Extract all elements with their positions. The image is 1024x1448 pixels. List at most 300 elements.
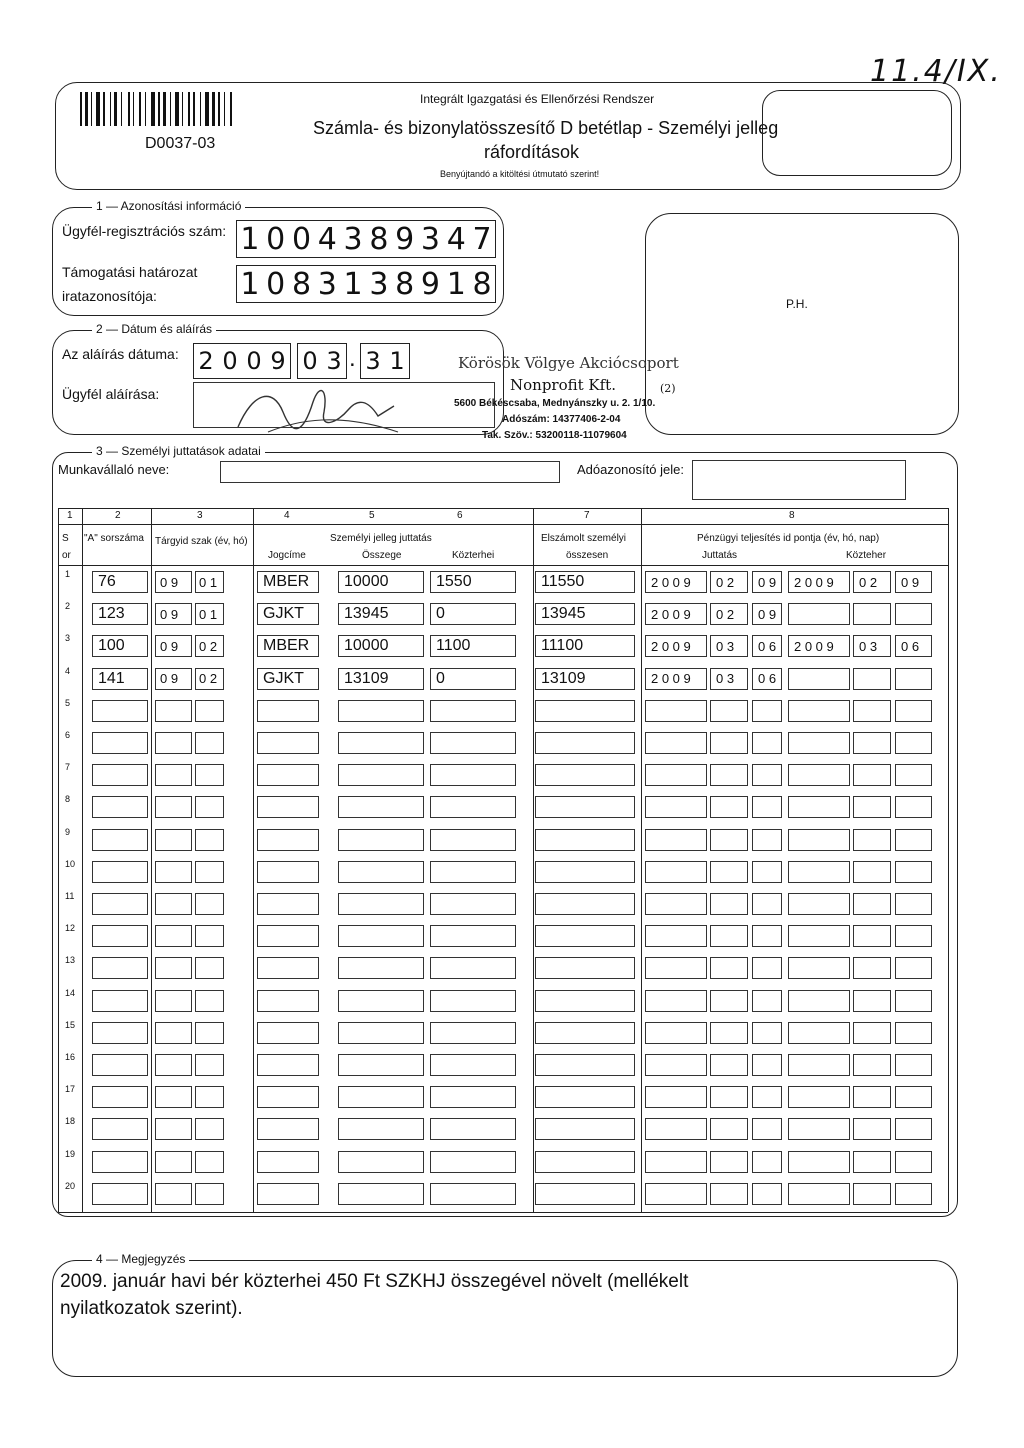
amount-input[interactable] bbox=[338, 1086, 424, 1108]
col-number: 3 bbox=[197, 510, 203, 521]
tax-date-month-input[interactable] bbox=[853, 1086, 891, 1108]
tax-input[interactable] bbox=[430, 990, 516, 1012]
tax-date-month-input[interactable] bbox=[853, 861, 891, 883]
tax-date-year-input[interactable] bbox=[788, 668, 850, 690]
period-year-input[interactable] bbox=[155, 1022, 192, 1044]
period-year-input[interactable] bbox=[155, 732, 192, 754]
pay-date-year-input[interactable] bbox=[645, 957, 707, 979]
period-year-input[interactable]: 0 9 bbox=[155, 668, 192, 690]
amount-input[interactable] bbox=[338, 861, 424, 883]
a-number-input[interactable] bbox=[92, 990, 148, 1012]
title-input[interactable]: MBER bbox=[257, 635, 319, 657]
pay-date-year-input[interactable] bbox=[645, 1183, 707, 1205]
total-input[interactable] bbox=[535, 1086, 635, 1108]
pay-date-day-input[interactable]: 0 9 bbox=[752, 603, 782, 625]
pay-date-year-input[interactable] bbox=[645, 796, 707, 818]
period-month-input[interactable]: 0 1 bbox=[195, 571, 224, 593]
title-input[interactable] bbox=[257, 1151, 319, 1173]
pay-date-month-input[interactable] bbox=[710, 893, 748, 915]
pay-date-month-input[interactable]: 0 3 bbox=[710, 668, 748, 690]
a-number-input[interactable] bbox=[92, 1183, 148, 1205]
total-input[interactable] bbox=[535, 1118, 635, 1140]
pay-date-month-input[interactable] bbox=[710, 764, 748, 786]
period-month-input[interactable] bbox=[195, 1151, 224, 1173]
tax-input[interactable] bbox=[430, 893, 516, 915]
total-input[interactable] bbox=[535, 1054, 635, 1076]
tax-date-day-input[interactable] bbox=[895, 1054, 932, 1076]
pay-date-month-input[interactable] bbox=[710, 700, 748, 722]
total-input[interactable] bbox=[535, 700, 635, 722]
a-number-input[interactable] bbox=[92, 1118, 148, 1140]
pay-date-year-input[interactable] bbox=[645, 829, 707, 851]
tax-input[interactable] bbox=[430, 1118, 516, 1140]
period-month-input[interactable] bbox=[195, 1022, 224, 1044]
stamp-line2b: (2) bbox=[660, 382, 676, 395]
worker-name-input[interactable] bbox=[220, 461, 560, 483]
pay-date-year-input[interactable] bbox=[645, 1118, 707, 1140]
period-month-input[interactable] bbox=[195, 1183, 224, 1205]
amount-input[interactable] bbox=[338, 1022, 424, 1044]
a-number-input[interactable] bbox=[92, 1054, 148, 1076]
pay-date-day-input[interactable] bbox=[752, 1022, 782, 1044]
a-number-input[interactable]: 123 bbox=[92, 603, 148, 625]
period-year-input[interactable] bbox=[155, 1151, 192, 1173]
title-input[interactable] bbox=[257, 957, 319, 979]
tax-date-day-input[interactable] bbox=[895, 1151, 932, 1173]
total-input[interactable] bbox=[535, 861, 635, 883]
pay-date-day-input[interactable] bbox=[752, 861, 782, 883]
title-input[interactable] bbox=[257, 764, 319, 786]
title-input[interactable] bbox=[257, 893, 319, 915]
dec-digit: 3 bbox=[317, 266, 337, 302]
pay-date-day-input[interactable] bbox=[752, 957, 782, 979]
a-number-input[interactable] bbox=[92, 893, 148, 915]
period-month-input[interactable] bbox=[195, 1054, 224, 1076]
col-total-header: Elszámolt személyi bbox=[541, 533, 627, 544]
worker-name-label: Munkavállaló neve: bbox=[58, 462, 170, 477]
tax-date-day-input[interactable] bbox=[895, 829, 932, 851]
title-input[interactable] bbox=[257, 1118, 319, 1140]
pay-date-month-input[interactable] bbox=[710, 829, 748, 851]
reg-digit: 7 bbox=[472, 221, 492, 257]
period-year-input[interactable] bbox=[155, 861, 192, 883]
pay-date-month-input[interactable] bbox=[710, 1118, 748, 1140]
title-input[interactable] bbox=[257, 732, 319, 754]
tax-date-day-input[interactable] bbox=[895, 990, 932, 1012]
pay-date-month-input[interactable]: 0 2 bbox=[710, 571, 748, 593]
amount-input[interactable] bbox=[338, 1118, 424, 1140]
tax-input[interactable] bbox=[430, 796, 516, 818]
pay-date-month-input[interactable] bbox=[710, 957, 748, 979]
row-number: 11 bbox=[65, 891, 75, 901]
title-input[interactable] bbox=[257, 1086, 319, 1108]
title-input[interactable]: MBER bbox=[257, 571, 319, 593]
a-number-input[interactable] bbox=[92, 796, 148, 818]
period-month-input[interactable] bbox=[195, 700, 224, 722]
pay-date-year-input[interactable] bbox=[645, 764, 707, 786]
reg-number-field[interactable] bbox=[236, 220, 496, 258]
a-number-input[interactable] bbox=[92, 700, 148, 722]
date-digit: 3 bbox=[326, 347, 342, 375]
title-input[interactable] bbox=[257, 861, 319, 883]
tax-date-year-input[interactable] bbox=[788, 957, 850, 979]
section2-heading: 2 — Dátum és aláírás bbox=[92, 322, 216, 336]
date-digit: 0 bbox=[302, 347, 318, 375]
pay-date-day-input[interactable] bbox=[752, 732, 782, 754]
tax-date-month-input[interactable] bbox=[853, 603, 891, 625]
tax-date-year-input[interactable] bbox=[788, 732, 850, 754]
instruction-text: Benyújtandó a kitöltési útmutató szerint! bbox=[440, 169, 600, 179]
title-input[interactable] bbox=[257, 990, 319, 1012]
pay-date-year-input[interactable]: 2 0 0 9 bbox=[645, 571, 707, 593]
tax-date-month-input[interactable] bbox=[853, 925, 891, 947]
tax-date-month-input[interactable] bbox=[853, 990, 891, 1012]
row-number: 13 bbox=[65, 955, 76, 966]
title-input[interactable] bbox=[257, 1054, 319, 1076]
period-month-input[interactable] bbox=[195, 829, 224, 851]
tax-date-month-input[interactable] bbox=[853, 1118, 891, 1140]
pay-date-month-input[interactable]: 0 3 bbox=[710, 635, 748, 657]
tax-date-day-input[interactable] bbox=[895, 603, 932, 625]
tax-date-day-input[interactable] bbox=[895, 796, 932, 818]
pay-date-year-input[interactable] bbox=[645, 1054, 707, 1076]
tax-date-year-input[interactable] bbox=[788, 893, 850, 915]
seal-label: P.H. bbox=[786, 297, 808, 311]
tax-input[interactable]: 0 bbox=[430, 668, 516, 690]
pay-date-year-input[interactable] bbox=[645, 1022, 707, 1044]
remark-line2: nyilatkozatok szerint). bbox=[60, 1298, 243, 1319]
dec-digit: 8 bbox=[395, 266, 415, 302]
amount-input[interactable]: 10000 bbox=[338, 635, 424, 657]
title-input[interactable] bbox=[257, 829, 319, 851]
total-input[interactable] bbox=[535, 893, 635, 915]
pay-date-month-input[interactable] bbox=[710, 732, 748, 754]
total-input[interactable] bbox=[535, 925, 635, 947]
tax-date-month-input[interactable] bbox=[853, 796, 891, 818]
a-number-input[interactable]: 100 bbox=[92, 635, 148, 657]
amount-input[interactable] bbox=[338, 829, 424, 851]
a-number-input[interactable]: 141 bbox=[92, 668, 148, 690]
tax-date-year-input[interactable] bbox=[788, 861, 850, 883]
amount-input[interactable]: 13109 bbox=[338, 668, 424, 690]
period-year-input[interactable] bbox=[155, 893, 192, 915]
title-input[interactable]: GJKT bbox=[257, 668, 319, 690]
col-number: 5 bbox=[369, 510, 375, 521]
title-input[interactable]: GJKT bbox=[257, 603, 319, 625]
period-year-input[interactable]: 0 9 bbox=[155, 603, 192, 625]
amount-input[interactable] bbox=[338, 1054, 424, 1076]
title-input[interactable] bbox=[257, 925, 319, 947]
period-month-input[interactable] bbox=[195, 1086, 224, 1108]
pay-date-day-input[interactable] bbox=[752, 990, 782, 1012]
total-input[interactable] bbox=[535, 764, 635, 786]
tax-date-day-input[interactable] bbox=[895, 1118, 932, 1140]
pay-date-day-input[interactable] bbox=[752, 796, 782, 818]
row-number: 2 bbox=[65, 601, 71, 612]
period-year-input[interactable] bbox=[155, 829, 192, 851]
stamp-line5: Tak. Szöv.: 53200118-11079604 bbox=[482, 430, 627, 441]
pay-date-year-input[interactable] bbox=[645, 1151, 707, 1173]
title-input[interactable] bbox=[257, 1183, 319, 1205]
tax-date-year-input[interactable] bbox=[788, 796, 850, 818]
tax-date-month-input[interactable] bbox=[853, 668, 891, 690]
tax-input[interactable] bbox=[430, 1054, 516, 1076]
tax-date-year-input[interactable]: 2 0 0 9 bbox=[788, 571, 850, 593]
total-input[interactable] bbox=[535, 732, 635, 754]
amount-input[interactable] bbox=[338, 1183, 424, 1205]
tax-input[interactable] bbox=[430, 1022, 516, 1044]
tax-input[interactable]: 1550 bbox=[430, 571, 516, 593]
period-month-input[interactable]: 0 1 bbox=[195, 603, 224, 625]
amount-input[interactable] bbox=[338, 732, 424, 754]
tax-date-year-input[interactable] bbox=[788, 1151, 850, 1173]
period-year-input[interactable] bbox=[155, 1183, 192, 1205]
period-year-input[interactable] bbox=[155, 925, 192, 947]
pay-date-day-input[interactable] bbox=[752, 764, 782, 786]
tax-date-day-input[interactable] bbox=[895, 1022, 932, 1044]
stamp-line3: 5600 Békéscsaba, Mednyánszky u. 2. 1/10. bbox=[454, 398, 656, 409]
period-year-input[interactable] bbox=[155, 700, 192, 722]
pay-date-month-input[interactable] bbox=[710, 796, 748, 818]
tax-input[interactable] bbox=[430, 829, 516, 851]
title-input[interactable] bbox=[257, 700, 319, 722]
row-number: 9 bbox=[65, 826, 71, 837]
col-number: 1 bbox=[67, 510, 73, 521]
date-digit: 2 bbox=[198, 347, 214, 375]
period-year-input[interactable] bbox=[155, 1086, 192, 1108]
total-input[interactable] bbox=[535, 990, 635, 1012]
tax-date-month-input[interactable] bbox=[853, 1054, 891, 1076]
pay-date-month-input[interactable] bbox=[710, 861, 748, 883]
signature-scribble bbox=[228, 372, 408, 444]
reg-digit: 9 bbox=[395, 221, 415, 257]
period-month-input[interactable] bbox=[195, 1118, 224, 1140]
amount-input[interactable] bbox=[338, 957, 424, 979]
tax-date-day-input[interactable]: 0 9 bbox=[895, 571, 932, 593]
tax-date-month-input[interactable] bbox=[853, 1183, 891, 1205]
tax-date-year-input[interactable] bbox=[788, 1118, 850, 1140]
amount-input[interactable] bbox=[338, 925, 424, 947]
col-number: 8 bbox=[789, 510, 795, 521]
amount-input[interactable] bbox=[338, 700, 424, 722]
tax-date-month-input[interactable] bbox=[853, 829, 891, 851]
period-year-input[interactable] bbox=[155, 990, 192, 1012]
tax-date-day-input[interactable] bbox=[895, 861, 932, 883]
a-number-input[interactable] bbox=[92, 957, 148, 979]
total-input[interactable]: 11100 bbox=[535, 635, 635, 657]
col-number: 6 bbox=[457, 510, 463, 521]
a-number-input[interactable] bbox=[92, 861, 148, 883]
pay-date-year-input[interactable] bbox=[645, 925, 707, 947]
period-month-input[interactable] bbox=[195, 732, 224, 754]
tax-date-month-input[interactable] bbox=[853, 700, 891, 722]
tax-date-day-input[interactable] bbox=[895, 732, 932, 754]
period-month-input[interactable] bbox=[195, 925, 224, 947]
total-input[interactable] bbox=[535, 1022, 635, 1044]
date-digit: 3 bbox=[365, 347, 381, 375]
period-year-input[interactable] bbox=[155, 764, 192, 786]
pay-date-day-input[interactable]: 0 9 bbox=[752, 571, 782, 593]
pay-date-month-input[interactable] bbox=[710, 925, 748, 947]
amount-input[interactable] bbox=[338, 796, 424, 818]
a-number-input[interactable] bbox=[92, 732, 148, 754]
tax-date-month-input[interactable] bbox=[853, 1151, 891, 1173]
total-input[interactable] bbox=[535, 796, 635, 818]
tax-date-day-input[interactable] bbox=[895, 1183, 932, 1205]
tax-date-day-input[interactable] bbox=[895, 764, 932, 786]
a-number-input[interactable] bbox=[92, 829, 148, 851]
period-month-input[interactable] bbox=[195, 990, 224, 1012]
tax-date-month-input[interactable]: 0 3 bbox=[853, 635, 891, 657]
tax-input[interactable] bbox=[430, 1086, 516, 1108]
col-number: 2 bbox=[115, 510, 121, 521]
tax-date-day-input[interactable] bbox=[895, 700, 932, 722]
period-month-input[interactable] bbox=[195, 861, 224, 883]
pay-date-day-input[interactable] bbox=[752, 1054, 782, 1076]
table-line bbox=[253, 508, 254, 1212]
amount-input[interactable]: 13945 bbox=[338, 603, 424, 625]
pay-date-year-input[interactable] bbox=[645, 893, 707, 915]
period-year-input[interactable] bbox=[155, 1054, 192, 1076]
tax-date-month-input[interactable] bbox=[853, 957, 891, 979]
tax-date-year-input[interactable] bbox=[788, 1054, 850, 1076]
tax-date-day-input[interactable] bbox=[895, 893, 932, 915]
total-input[interactable]: 13945 bbox=[535, 603, 635, 625]
a-number-input[interactable]: 76 bbox=[92, 571, 148, 593]
pay-date-year-input[interactable] bbox=[645, 1086, 707, 1108]
a-number-input[interactable] bbox=[92, 1022, 148, 1044]
pay-date-year-input[interactable]: 2 0 0 9 bbox=[645, 668, 707, 690]
tax-input[interactable] bbox=[430, 732, 516, 754]
tax-date-year-input[interactable]: 2 0 0 9 bbox=[788, 635, 850, 657]
tax-date-year-input[interactable] bbox=[788, 1022, 850, 1044]
tax-date-year-input[interactable] bbox=[788, 700, 850, 722]
pay-date-day-input[interactable] bbox=[752, 1183, 782, 1205]
pay-date-day-input[interactable] bbox=[752, 1086, 782, 1108]
decision-id-field[interactable] bbox=[236, 265, 496, 303]
pay-date-month-input[interactable] bbox=[710, 1022, 748, 1044]
pay-date-day-input[interactable] bbox=[752, 829, 782, 851]
pay-date-day-input[interactable]: 0 6 bbox=[752, 635, 782, 657]
period-month-input[interactable] bbox=[195, 764, 224, 786]
pay-date-year-input[interactable]: 2 0 0 9 bbox=[645, 635, 707, 657]
tax-date-day-input[interactable] bbox=[895, 925, 932, 947]
period-month-input[interactable] bbox=[195, 893, 224, 915]
pay-date-month-input[interactable]: 0 2 bbox=[710, 603, 748, 625]
pay-date-day-input[interactable] bbox=[752, 1118, 782, 1140]
date-digit: 0 bbox=[246, 347, 262, 375]
period-month-input[interactable]: 0 2 bbox=[195, 635, 224, 657]
tax-date-month-input[interactable] bbox=[853, 764, 891, 786]
pay-date-day-input[interactable] bbox=[752, 893, 782, 915]
a-number-input[interactable] bbox=[92, 1086, 148, 1108]
total-input[interactable] bbox=[535, 1151, 635, 1173]
a-number-input[interactable] bbox=[92, 1151, 148, 1173]
amount-input[interactable] bbox=[338, 764, 424, 786]
pay-date-day-input[interactable]: 0 6 bbox=[752, 668, 782, 690]
tax-date-year-input[interactable] bbox=[788, 1183, 850, 1205]
period-year-input[interactable] bbox=[155, 796, 192, 818]
amount-input[interactable]: 10000 bbox=[338, 571, 424, 593]
pay-date-year-input[interactable]: 2 0 0 9 bbox=[645, 603, 707, 625]
tax-date-day-input[interactable]: 0 6 bbox=[895, 635, 932, 657]
tax-input[interactable] bbox=[430, 925, 516, 947]
pay-date-month-input[interactable] bbox=[710, 1151, 748, 1173]
period-year-input[interactable] bbox=[155, 1118, 192, 1140]
amount-input[interactable] bbox=[338, 1151, 424, 1173]
pay-date-month-input[interactable] bbox=[710, 1086, 748, 1108]
tax-input[interactable] bbox=[430, 1183, 516, 1205]
pay-date-day-input[interactable] bbox=[752, 700, 782, 722]
pay-date-month-input[interactable] bbox=[710, 1054, 748, 1076]
tax-input[interactable]: 0 bbox=[430, 603, 516, 625]
tax-date-year-input[interactable] bbox=[788, 925, 850, 947]
tax-date-year-input[interactable] bbox=[788, 829, 850, 851]
amount-input[interactable] bbox=[338, 990, 424, 1012]
table-line bbox=[58, 508, 948, 509]
period-year-input[interactable]: 0 9 bbox=[155, 635, 192, 657]
row-number: 18 bbox=[65, 1116, 76, 1127]
total-input[interactable] bbox=[535, 957, 635, 979]
period-month-input[interactable]: 0 2 bbox=[195, 668, 224, 690]
pay-date-year-input[interactable] bbox=[645, 732, 707, 754]
tax-id-input[interactable] bbox=[692, 460, 906, 500]
tax-date-day-input[interactable] bbox=[895, 1086, 932, 1108]
col-pay-header: Pénzügyi teljesítés id pontja (év, hó, nap) bbox=[697, 533, 880, 544]
stamp-line4: Adószám: 14377406-2-04 bbox=[502, 414, 621, 425]
pay-date-day-input[interactable] bbox=[752, 1151, 782, 1173]
tax-date-month-input[interactable]: 0 2 bbox=[853, 571, 891, 593]
stamp-line1: Körösök Völgye Akciócsoport bbox=[458, 354, 679, 372]
pay-date-year-input[interactable] bbox=[645, 861, 707, 883]
tax-input[interactable] bbox=[430, 700, 516, 722]
tax-date-month-input[interactable] bbox=[853, 732, 891, 754]
total-input[interactable]: 11550 bbox=[535, 571, 635, 593]
amount-input[interactable] bbox=[338, 893, 424, 915]
tax-date-year-input[interactable] bbox=[788, 1086, 850, 1108]
total-input[interactable] bbox=[535, 1183, 635, 1205]
title-input[interactable] bbox=[257, 796, 319, 818]
tax-date-year-input[interactable] bbox=[788, 603, 850, 625]
period-month-input[interactable] bbox=[195, 796, 224, 818]
tax-date-day-input[interactable] bbox=[895, 668, 932, 690]
tax-input[interactable] bbox=[430, 764, 516, 786]
total-input[interactable] bbox=[535, 829, 635, 851]
pay-date-year-input[interactable] bbox=[645, 700, 707, 722]
a-number-input[interactable] bbox=[92, 925, 148, 947]
col-pay-a-header: Juttatás bbox=[702, 550, 738, 561]
tax-date-year-input[interactable] bbox=[788, 764, 850, 786]
period-year-input[interactable]: 0 9 bbox=[155, 571, 192, 593]
a-number-input[interactable] bbox=[92, 764, 148, 786]
title-input[interactable] bbox=[257, 1022, 319, 1044]
pay-date-day-input[interactable] bbox=[752, 925, 782, 947]
tax-date-year-input[interactable] bbox=[788, 990, 850, 1012]
period-month-input[interactable] bbox=[195, 957, 224, 979]
tax-input[interactable]: 1100 bbox=[430, 635, 516, 657]
pay-date-month-input[interactable] bbox=[710, 990, 748, 1012]
tax-input[interactable] bbox=[430, 861, 516, 883]
tax-date-day-input[interactable] bbox=[895, 957, 932, 979]
tax-input[interactable] bbox=[430, 957, 516, 979]
tax-input[interactable] bbox=[430, 1151, 516, 1173]
pay-date-year-input[interactable] bbox=[645, 990, 707, 1012]
tax-date-month-input[interactable] bbox=[853, 1022, 891, 1044]
tax-date-month-input[interactable] bbox=[853, 893, 891, 915]
total-input[interactable]: 13109 bbox=[535, 668, 635, 690]
pay-date-month-input[interactable] bbox=[710, 1183, 748, 1205]
period-year-input[interactable] bbox=[155, 957, 192, 979]
